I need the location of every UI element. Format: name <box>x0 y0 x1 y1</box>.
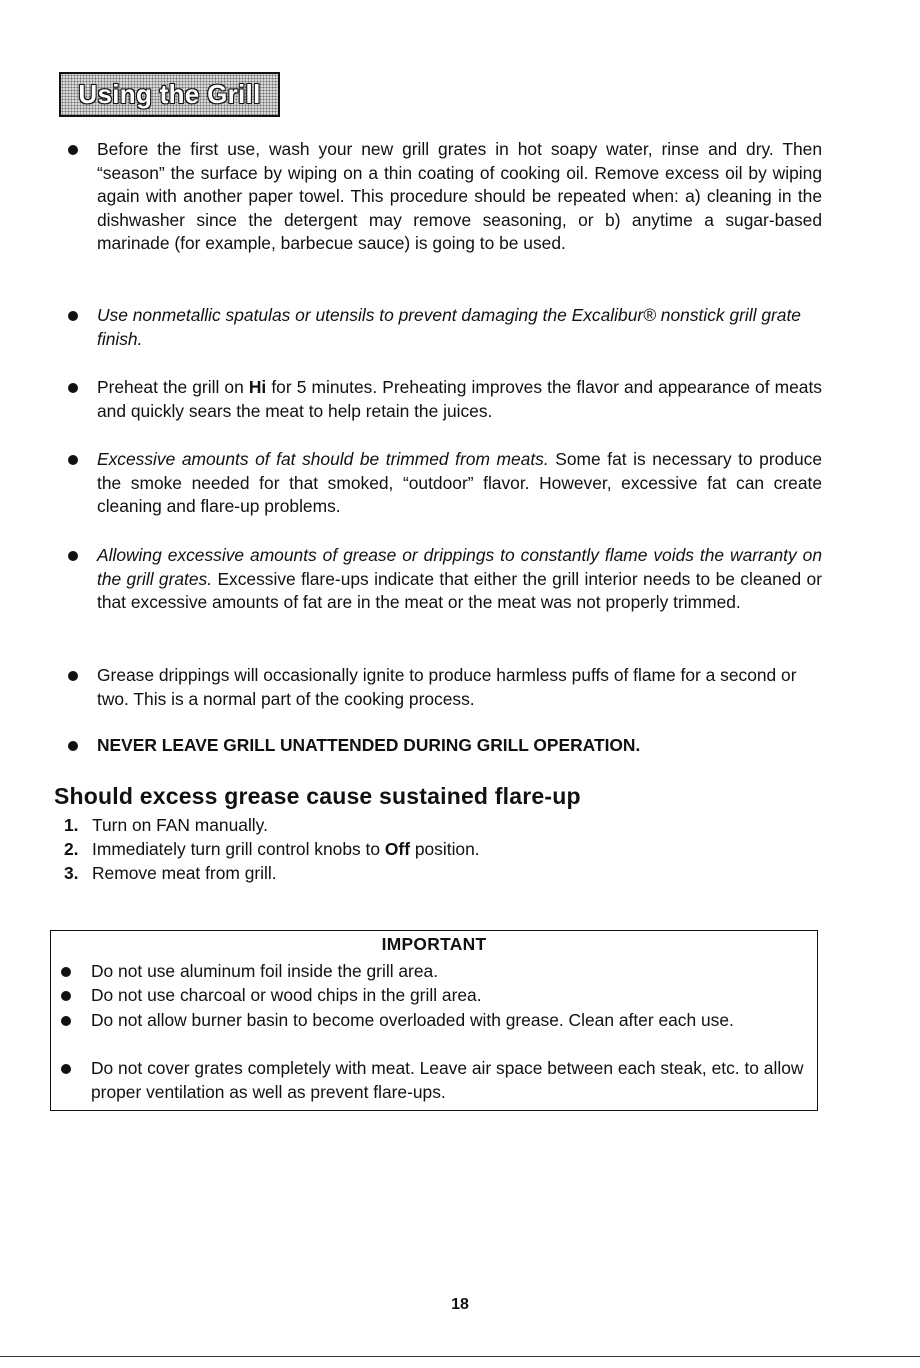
bullet-dot <box>68 145 78 155</box>
important-item: Do not cover grates completely with meat. Leave air space between each steak, etc. to allow proper ventilation as well as prevent flare-ups. <box>55 1057 811 1104</box>
flareup-steps <box>64 813 480 885</box>
bottom-divider <box>0 1356 920 1357</box>
bullet-dot <box>68 455 78 465</box>
bullet-never-leave <box>60 734 822 758</box>
bullet-dot <box>61 967 71 977</box>
bullet-text: Grease drippings will occasionally ignite to produce harmless puffs of flame for a second or two. This is a normal part of the cooking process. <box>97 665 797 709</box>
bullet-dot <box>61 1064 71 1074</box>
bullet-dot <box>61 1016 71 1026</box>
bullet-dot <box>68 741 78 751</box>
bullet-preheat <box>60 376 822 423</box>
bullet-text: Excessive amounts of fat should be trimmed from meats. Some fat is necessary to produce the smoke needed for that smoked, “outdoor” flavor. However, excessive fat can create cleaning and flare-up problems. <box>97 449 822 516</box>
bullet-dot <box>68 671 78 681</box>
important-item: Do not use aluminum foil inside the grill area. <box>55 960 811 984</box>
step-item: 1. Turn on FAN manually. <box>64 815 268 835</box>
bullet-text: NEVER LEAVE GRILL UNATTENDED DURING GRILL OPERATION. <box>97 735 641 755</box>
page-number: 18 <box>451 1296 469 1313</box>
section-title: Using the Grill <box>59 72 280 117</box>
bullet-dot <box>68 551 78 561</box>
bullet-text: Preheat the grill on Hi for 5 minutes. Preheating improves the flavor and appearance of meats and quickly sears the meat to help retain the juices. <box>97 377 822 421</box>
preheat-setting: Hi <box>248 377 267 397</box>
important-item: Do not use charcoal or wood chips in the grill area. <box>55 984 811 1008</box>
bullet-warranty <box>60 544 822 615</box>
important-notice-box <box>50 930 818 1111</box>
bullet-dot <box>68 311 78 321</box>
bullet-dot <box>61 991 71 1001</box>
bullet-utensils <box>60 304 822 351</box>
important-title: IMPORTANT <box>381 934 487 954</box>
important-item: Do not allow burner basin to become overloaded with grease. Clean after each use. <box>55 1009 811 1033</box>
bullet-text: Allowing excessive amounts of grease or drippings to constantly flame voids the warranty on the grill grates. Excessive flare-ups indicate that either the grill interior needs to be cleaned or that excessive amounts of fat are in the meat or the meat was not properly trimmed. <box>97 545 822 612</box>
flareup-heading: Should excess grease cause sustained flare-up <box>54 783 581 809</box>
step-item: 2. Immediately turn grill control knobs to Off position. <box>64 839 480 859</box>
knob-position: Off <box>384 839 410 859</box>
bullet-grease-drippings <box>60 664 822 711</box>
bullet-text: Before the first use, wash your new grill grates in hot soapy water, rinse and dry. Then “season” the surface by wiping on a thin coating of cooking oil. Remove excess oil by wiping again with another paper towel. This procedure should be repeated when: a) cleaning in the dishwasher since the detergent may remove seasoning, or b) anytime a sugar-based marinade (for example, barbecue sauce) is going to be used. <box>97 139 822 253</box>
step-item: 3. Remove meat from grill. <box>64 863 277 883</box>
bullet-text: Use nonmetallic spatulas or utensils to prevent damaging the Excalibur® nonstick grill grate finish. <box>97 305 801 349</box>
bullet-dot <box>68 383 78 393</box>
bullet-season-grates <box>60 138 822 256</box>
bullet-trim-fat <box>60 448 822 519</box>
